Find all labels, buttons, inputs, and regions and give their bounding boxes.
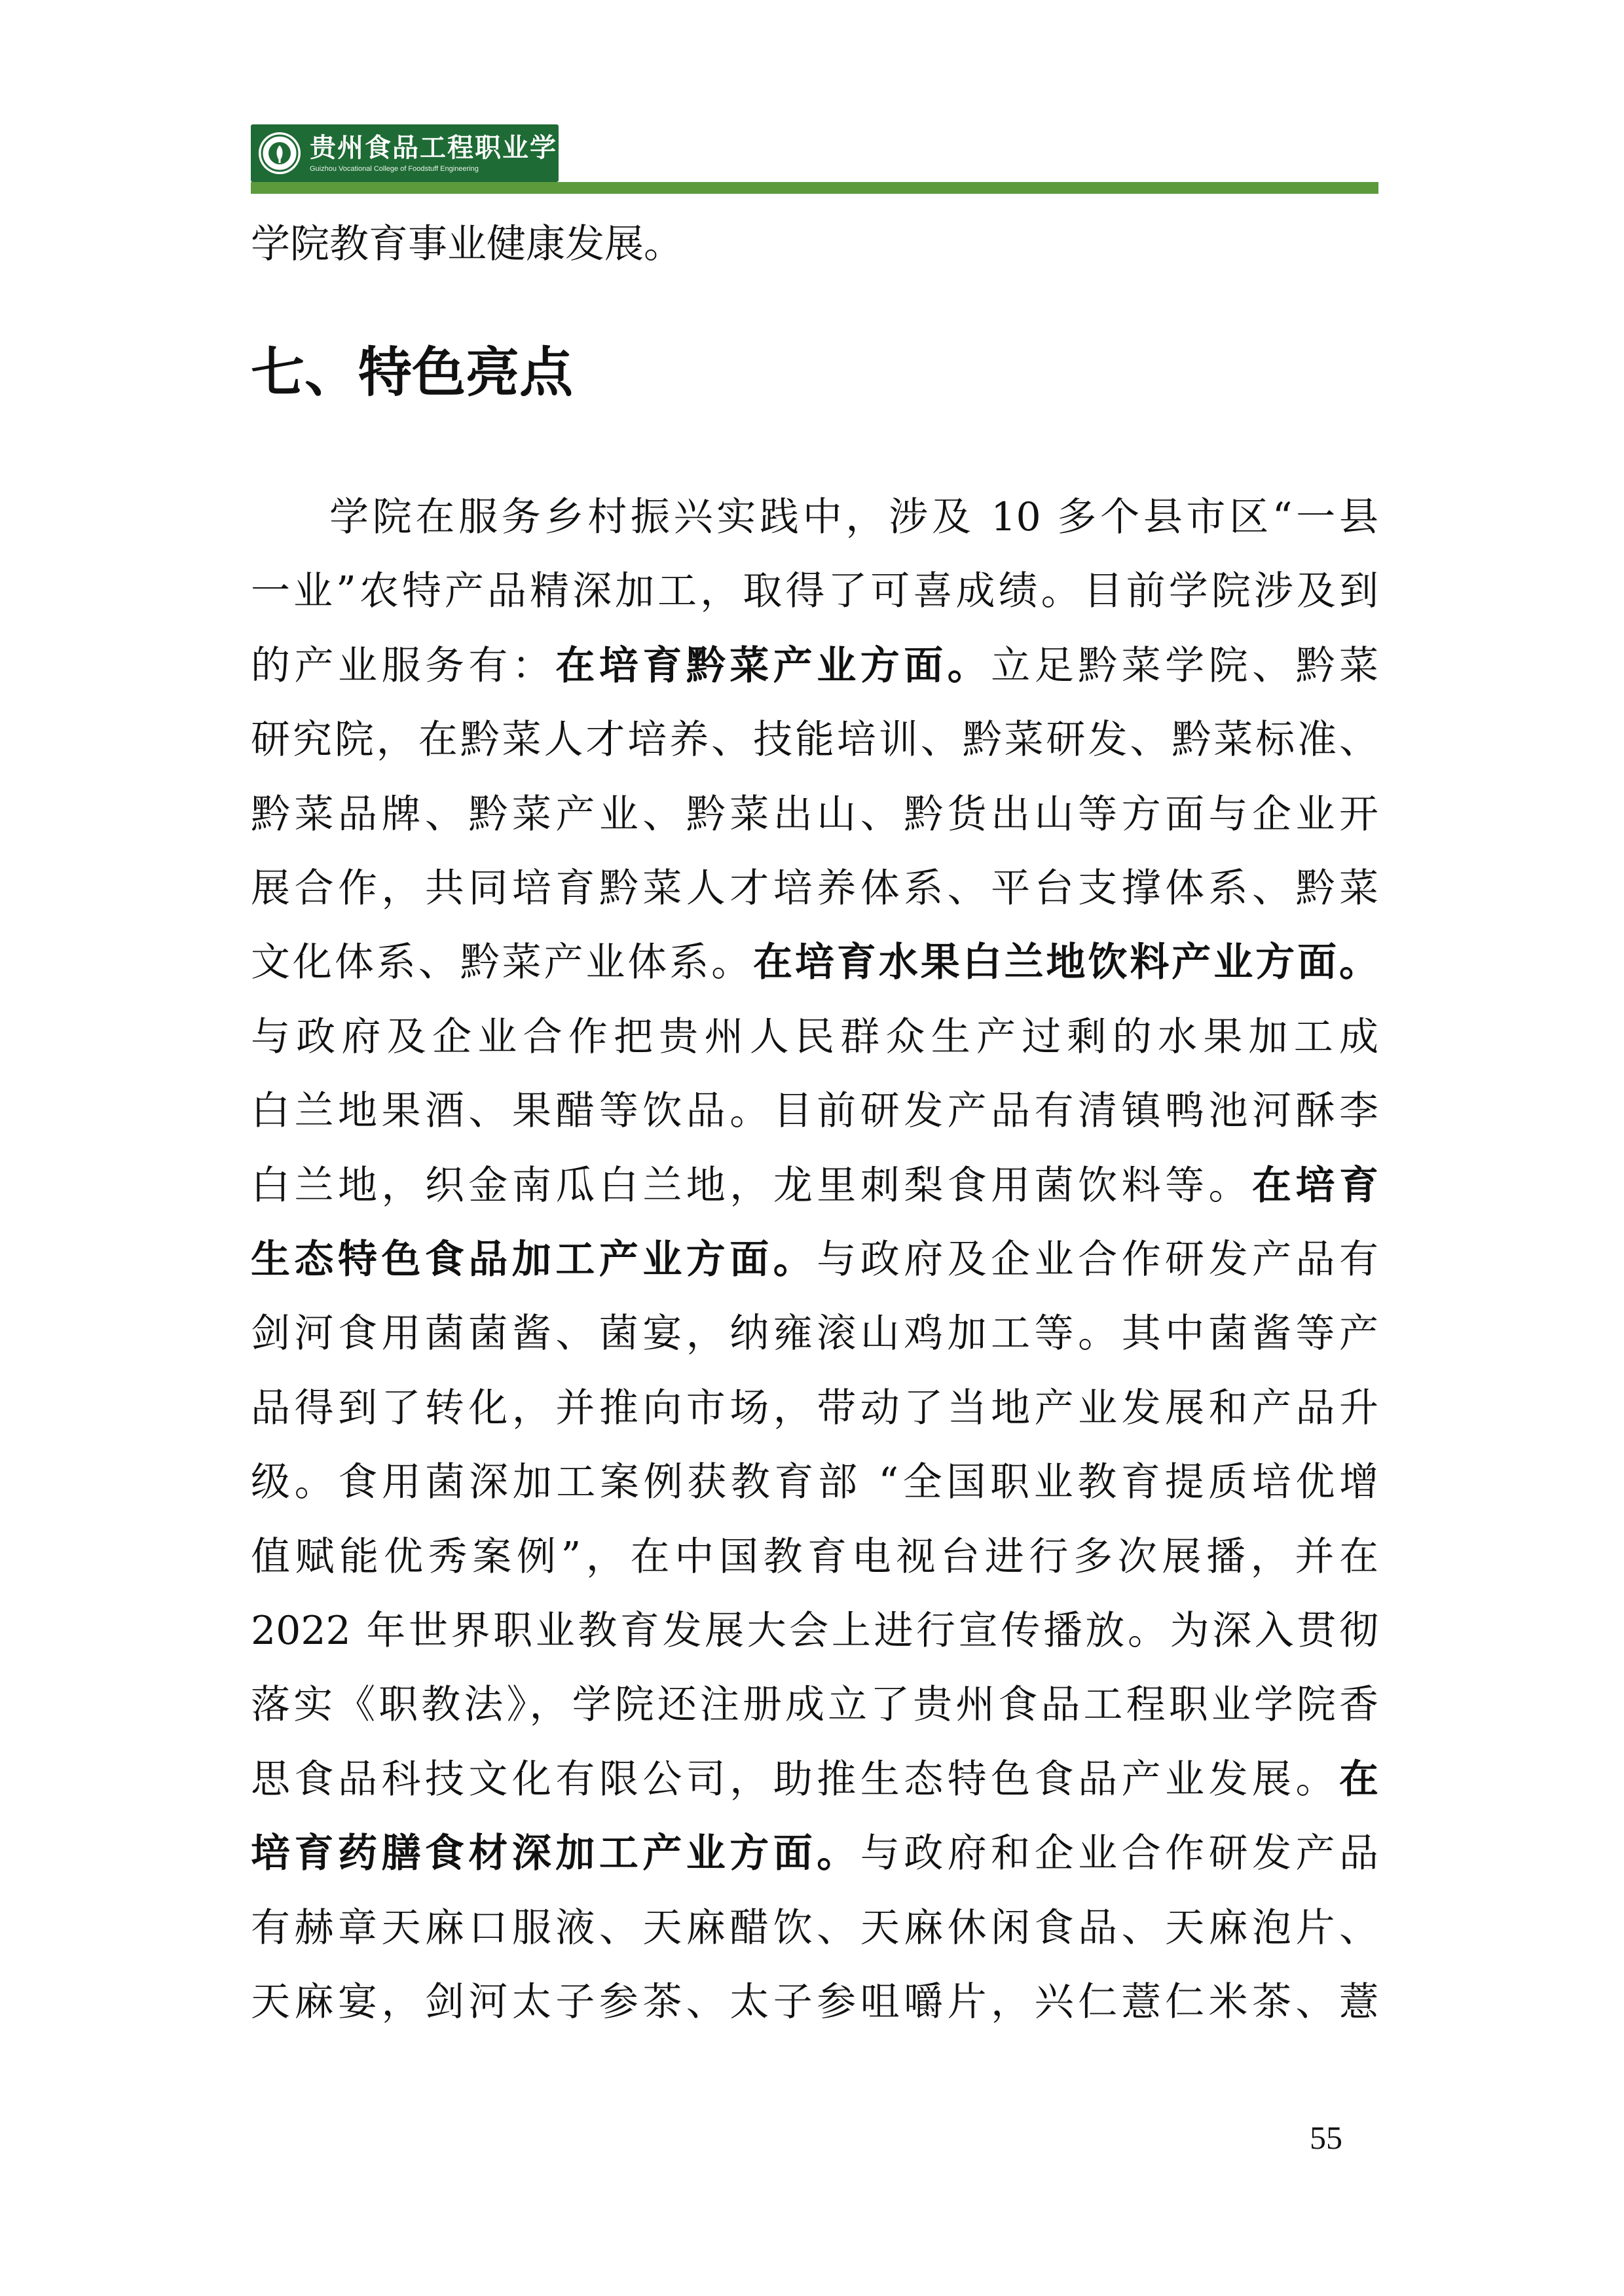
college-logo bbox=[251, 124, 585, 182]
paragraph-line bbox=[251, 778, 1378, 850]
body-text: 天麻宴，剑河太子参茶、太子参咀嚼片，兴仁薏仁米茶、薏 bbox=[251, 1979, 1378, 2025]
page-header bbox=[251, 124, 1378, 196]
paragraph-line bbox=[251, 1817, 1378, 1889]
body-text: 与政府及企业合作把贵州人民群众生产过剩的水果加工成 bbox=[251, 1014, 1378, 1060]
body-text: 思食品科技文化有限公司，助推生态特色食品产业发展。 bbox=[251, 1757, 1339, 1802]
body-text: 剑河食用菌菌酱、菌宴，纳雍滚山鸡加工等。其中菌酱等产 bbox=[251, 1311, 1378, 1357]
body-text: 白兰地果酒、果醋等饮品。目前研发产品有清镇鸭池河酥李 bbox=[251, 1088, 1378, 1134]
body-text: 立足黔菜学院、黔菜 bbox=[991, 643, 1379, 689]
body-text: 落实《职教法》，学院还注册成立了贵州食品工程职业学院香 bbox=[251, 1682, 1378, 1728]
paragraph-line bbox=[251, 1595, 1378, 1667]
bold-topic-text: 在培育 bbox=[1252, 1163, 1379, 1209]
paragraph-line bbox=[251, 1224, 1378, 1296]
bold-topic-text: 在 bbox=[1339, 1757, 1378, 1802]
body-text: 黔菜品牌、黔菜产业、黔菜出山、黔货出山等方面与企业开 bbox=[251, 792, 1378, 837]
body-text: 白兰地，织金南瓜白兰地，龙里刺梨食用菌饮料等。 bbox=[251, 1163, 1253, 1209]
body-text: 展合作，共同培育黔菜人才培养体系、平台支撑体系、黔菜 bbox=[251, 866, 1378, 911]
body-text: 2022 年世界职业教育发展大会上进行宣传播放。为深入贯彻 bbox=[251, 1608, 1378, 1654]
header-rule bbox=[251, 182, 1378, 194]
body-text: 与政府及企业合作研发产品有 bbox=[817, 1237, 1379, 1283]
paragraph-line bbox=[251, 1001, 1378, 1073]
paragraph-line bbox=[251, 1743, 1378, 1815]
bold-topic-text: 在培育水果白兰地饮料产业方面。 bbox=[753, 939, 1379, 985]
body-text: 的产业服务有： bbox=[251, 643, 556, 689]
paragraph-line bbox=[251, 1075, 1378, 1147]
paragraph-line bbox=[251, 1966, 1378, 2038]
paragraph-line bbox=[251, 1298, 1378, 1370]
college-name-en: Guizhou Vocational College of Foodstuff Engineering bbox=[310, 165, 479, 173]
paragraph-line bbox=[251, 1669, 1378, 1741]
paragraph-line bbox=[251, 852, 1378, 924]
paragraph-line bbox=[251, 1150, 1378, 1222]
body-text: 一业”农特产品精深加工，取得了可喜成绩。目前学院涉及到 bbox=[251, 568, 1378, 614]
paragraph-line bbox=[251, 704, 1378, 776]
paragraph-line bbox=[251, 1372, 1378, 1444]
body-text: 级。食用菌深加工案例获教育部 “全国职业教育提质培优增 bbox=[251, 1459, 1378, 1505]
college-name-cn: 贵州食品工程职业学院 bbox=[310, 132, 585, 163]
paragraph-line bbox=[251, 630, 1378, 702]
body-text: 有赫章天麻口服液、天麻醋饮、天麻休闲食品、天麻泡片、 bbox=[251, 1905, 1378, 1951]
college-emblem-icon bbox=[257, 131, 302, 175]
paragraph-line bbox=[251, 555, 1378, 627]
bold-topic-text: 培育药膳食材深加工产业方面。 bbox=[251, 1831, 860, 1876]
paragraph-line bbox=[251, 926, 1378, 998]
body-text: 品得到了转化，并推向市场，带动了当地产业发展和产品升 bbox=[251, 1385, 1378, 1431]
section-heading: 七、特色亮点 bbox=[251, 342, 574, 404]
paragraph-line bbox=[251, 1892, 1378, 1964]
paragraph-line bbox=[251, 1446, 1378, 1518]
continuation-text: 学院教育事业健康发展。 bbox=[251, 221, 683, 267]
body-text: 学院在服务乡村振兴实践中，涉及 10 多个县市区“一县 bbox=[329, 494, 1378, 540]
body-text: 与政府和企业合作研发产品 bbox=[860, 1831, 1379, 1876]
body-text: 文化体系、黔菜产业体系。 bbox=[251, 939, 754, 985]
paragraph-line bbox=[251, 1521, 1378, 1593]
page-number: 55 bbox=[1310, 2119, 1342, 2156]
paragraph-line bbox=[329, 481, 1378, 553]
body-text: 值赋能优秀案例”，在中国教育电视台进行多次展播，并在 bbox=[251, 1534, 1378, 1580]
bold-topic-text: 生态特色食品加工产业方面。 bbox=[251, 1237, 817, 1283]
body-text: 研究院，在黔菜人才培养、技能培训、黔菜研发、黔菜标准、 bbox=[251, 717, 1378, 763]
bold-topic-text: 在培育黔菜产业方面。 bbox=[555, 643, 991, 689]
